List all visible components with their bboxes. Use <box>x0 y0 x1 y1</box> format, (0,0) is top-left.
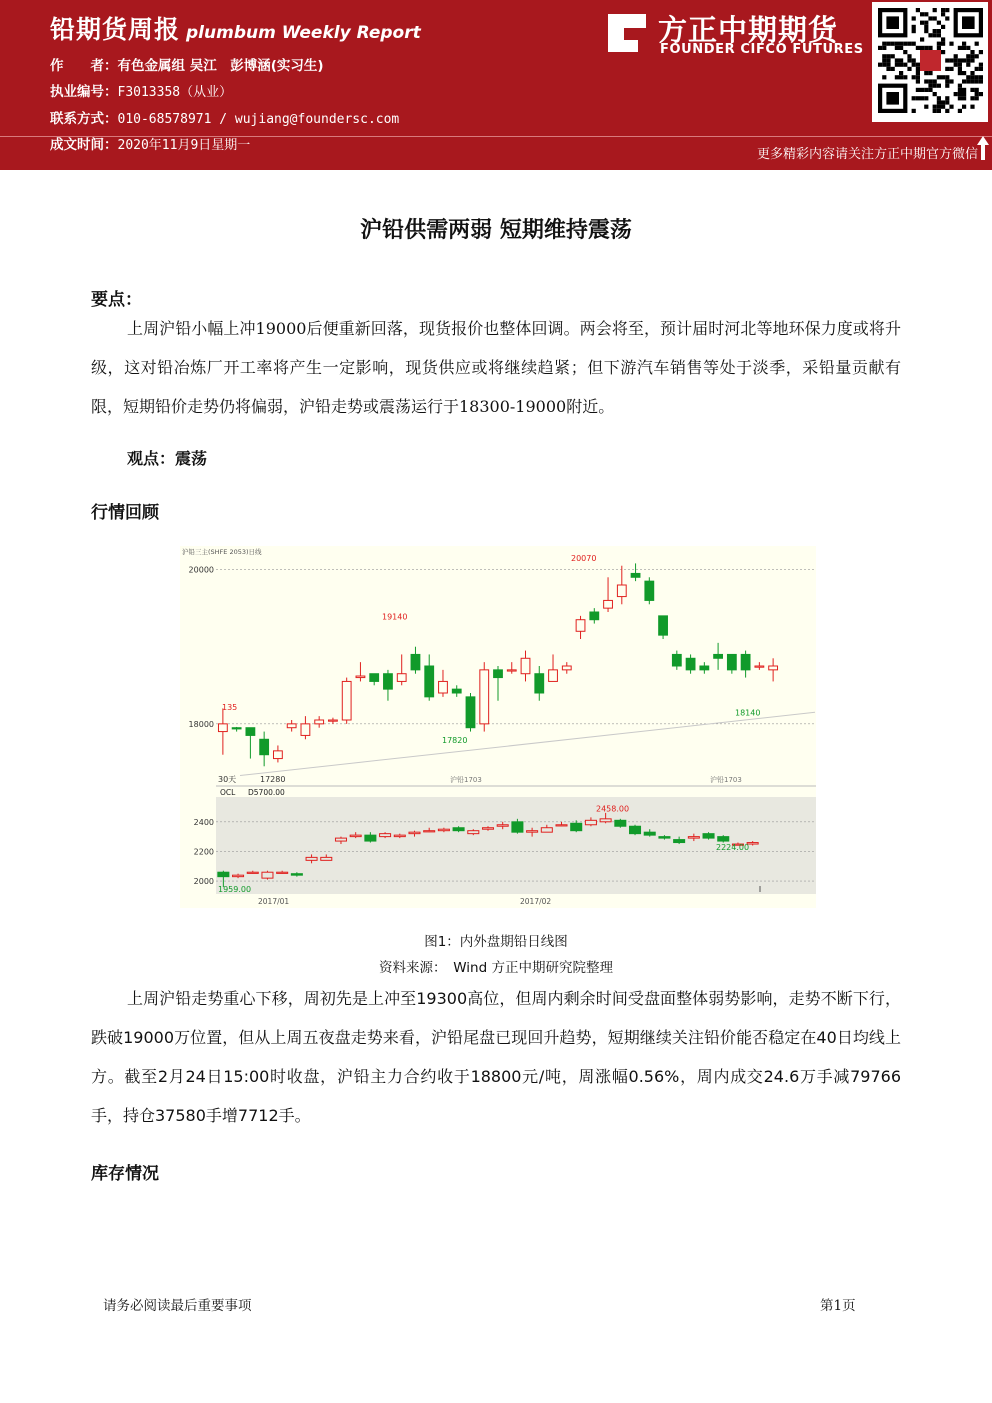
viewpoint-value: 震荡 <box>175 449 208 468</box>
candle-body-bottom <box>497 825 508 826</box>
label-low-2: 17820 <box>442 736 468 746</box>
x-label-feb: 2017/02 <box>520 897 552 906</box>
candle-body <box>480 670 489 724</box>
candle-body <box>617 585 626 597</box>
candle-body <box>287 724 296 728</box>
page-number: 第1页 <box>820 1298 856 1314</box>
candle-body <box>755 666 764 667</box>
candle-body-bottom <box>247 872 258 873</box>
document-title: 沪铅供需两弱 短期维持震荡 <box>360 218 632 243</box>
candlestick-chart <box>180 546 816 908</box>
candle-body <box>604 600 613 608</box>
label-low-5: 17280 <box>260 775 286 784</box>
candle-body <box>452 689 461 693</box>
candle-body-bottom <box>335 838 346 841</box>
candle-body-bottom <box>365 835 376 841</box>
candle-body <box>631 573 640 577</box>
label-lme-last: 2224.00 <box>716 842 750 852</box>
candle-body <box>576 620 585 632</box>
candle-body <box>342 681 351 720</box>
logo-mark-icon <box>604 10 650 56</box>
candle-body-bottom <box>380 834 391 837</box>
candle-body <box>645 581 654 600</box>
candle-body <box>301 724 310 736</box>
up-arrow-icon <box>976 134 990 162</box>
candle-body <box>700 666 709 670</box>
label-low-4: 18140 <box>735 708 761 718</box>
viewpoint <box>127 446 207 469</box>
y-tick-label-bottom: 2000 <box>193 877 214 887</box>
y-tick-label-top: 18000 <box>188 719 214 729</box>
candle-body-bottom <box>703 834 714 838</box>
inventory-heading: 库存情况 <box>91 1164 159 1184</box>
candle-body <box>521 658 530 673</box>
candle-body-bottom <box>659 837 670 838</box>
label-high-1: 19140 <box>382 612 408 622</box>
contact-label: 联系方式： <box>50 111 118 127</box>
candle-body <box>315 720 324 724</box>
report-title-en: plumbum Weekly Report <box>186 23 421 43</box>
candle-body <box>246 728 255 736</box>
candle-body-bottom <box>512 822 523 832</box>
label-period: 30天 <box>218 775 237 784</box>
date-value: 2020年11月9日星期一 <box>117 138 251 153</box>
candle-body-bottom <box>644 832 655 835</box>
candle-body-bottom <box>585 820 596 824</box>
label-contract-1: 沪铅1703 <box>450 776 482 784</box>
label-lme-high: 2458.00 <box>596 804 630 814</box>
key-points-paragraph: 上周沪铅小幅上冲19000后便重新回落，现货报价也整体回调。两会将至，预计届时河北等地环保力度或将升级，这对铅冶炼厂开工率将产生一定影响，现货供应或将继续趋紧；但下游汽车销售等处于淡季，采铅量贡献有限，短期铅价走势仍将偏弱，沪铅走势或震荡运行于18300-19000附近。 <box>91 319 901 416</box>
candle-body-bottom <box>571 823 582 830</box>
author-value: 有色金属组 吴江 彭博涵(实习生) <box>117 58 324 74</box>
candle-body <box>397 674 406 682</box>
figure-caption: 图1：内外盘期铅日线图 <box>424 934 568 950</box>
candle-body-bottom <box>453 828 464 831</box>
candle-body-bottom <box>306 857 317 860</box>
candle-body-bottom <box>615 820 626 826</box>
footer-notice: 请务必阅读最后重要事项 <box>103 1298 252 1314</box>
candle-body-bottom <box>262 872 273 878</box>
candle-body <box>741 654 750 669</box>
candle-body <box>425 666 434 697</box>
company-logo <box>604 8 864 62</box>
candle-body <box>672 654 681 666</box>
y-tick-label-top: 20000 <box>188 565 214 575</box>
candle-body-bottom <box>424 831 435 832</box>
candle-body-bottom <box>233 875 244 876</box>
candle-body-bottom <box>718 837 729 841</box>
lead-daily-chart <box>180 546 816 908</box>
key-points-heading: 要点： <box>91 290 142 310</box>
candle-body <box>507 670 516 671</box>
candle-body <box>329 720 338 721</box>
candle-body-bottom <box>277 872 288 873</box>
label-ocl: OCL <box>220 788 236 797</box>
candle-body-bottom <box>527 831 538 832</box>
report-title-cn: 铅期货周报 <box>50 15 181 44</box>
candle-body <box>370 674 379 682</box>
candle-body-bottom <box>688 837 699 838</box>
candle-body <box>411 654 420 669</box>
chart-title-top: 沪铅三主(SHFE 2053)日线 <box>182 548 262 556</box>
candle-body <box>714 654 723 658</box>
candle-body-bottom <box>541 828 552 832</box>
report-title <box>50 10 421 46</box>
candle-body-bottom <box>556 825 567 826</box>
market-review-heading: 行情回顾 <box>91 503 159 523</box>
viewpoint-label: 观点： <box>127 449 176 468</box>
contact-value[interactable]: 010-68578971 / wujiang@foundersc.com <box>117 112 400 127</box>
candle-body <box>274 751 283 759</box>
candle-body-bottom <box>674 840 685 843</box>
label-135: 135 <box>222 702 238 712</box>
candle-body <box>260 739 269 754</box>
license-line <box>50 80 232 100</box>
candle-body-bottom <box>409 832 420 833</box>
follow-wechat-text: 更多精彩内容请关注方正中期官方微信 <box>756 147 978 162</box>
figure-source: 资料来源： Wind 方正中期研究院整理 <box>379 960 613 976</box>
candle-body-bottom <box>438 829 449 830</box>
candle-body <box>232 728 241 729</box>
qr-code-icon <box>872 2 988 122</box>
header-divider <box>0 136 992 137</box>
date-label: 成文时间： <box>50 137 118 153</box>
candle-body <box>466 697 475 728</box>
y-tick-label-bottom: 2200 <box>193 847 214 857</box>
candle-body-bottom <box>600 819 611 822</box>
candle-body-bottom <box>218 872 229 876</box>
candle-body-bottom <box>482 828 493 829</box>
candle-body <box>494 670 503 678</box>
logo-text-cn: 方正中期期货 <box>658 13 839 47</box>
report-header <box>0 0 992 170</box>
label-contract-2: 沪铅1703 <box>710 776 742 784</box>
candle-body <box>562 666 571 670</box>
label-lme-low: 1959.00 <box>218 885 252 894</box>
license-label: 执业编号： <box>50 84 118 100</box>
y-tick-label-bottom: 2400 <box>193 817 214 827</box>
candle-body <box>356 676 365 678</box>
market-review-paragraph: 上周沪铅走势重心下移，周初先是上冲至19300高位，但周内剩余时间受盘面整体弱势影响，走势不断下行，跌破19000万位置，但从上周五夜盘走势来看，沪铅尾盘已现回升趋势，短期继续关注铅价能否稳定在40日均线上方。截至2月24日15:00时收盘，沪铅主力合约收于18800元/吨，周涨幅0.56%，周内成交24.6万手减79766手，持仓37580手增7712手。 <box>91 989 901 1125</box>
candle-body-bottom <box>321 857 332 860</box>
candle-body <box>590 612 599 620</box>
candle-body-bottom <box>394 835 405 836</box>
label-d5700: D5700.00 <box>248 788 285 797</box>
candle-body <box>659 616 668 635</box>
candle-body <box>549 670 558 682</box>
author-label: 作 者： <box>50 58 118 74</box>
x-label-jan: 2017/01 <box>258 897 290 906</box>
license-value: F3013358（从业） <box>117 85 233 100</box>
label-high-3: 20070 <box>571 554 597 564</box>
candle-body-bottom <box>468 831 479 834</box>
candle-body <box>439 681 448 693</box>
candle-body <box>535 674 544 693</box>
candle-body-bottom <box>291 874 302 875</box>
candle-body <box>384 674 393 689</box>
logo-text-en: FOUNDER CIFCO FUTURES <box>660 42 864 57</box>
candle-body <box>218 724 227 732</box>
candle-body <box>686 658 695 670</box>
trend-line <box>240 712 815 775</box>
contact-line <box>50 107 399 127</box>
candle-body <box>727 654 736 669</box>
candle-body-bottom <box>630 826 641 833</box>
candle-body-bottom <box>350 835 361 836</box>
author-line <box>50 54 324 74</box>
candle-body <box>769 666 778 670</box>
